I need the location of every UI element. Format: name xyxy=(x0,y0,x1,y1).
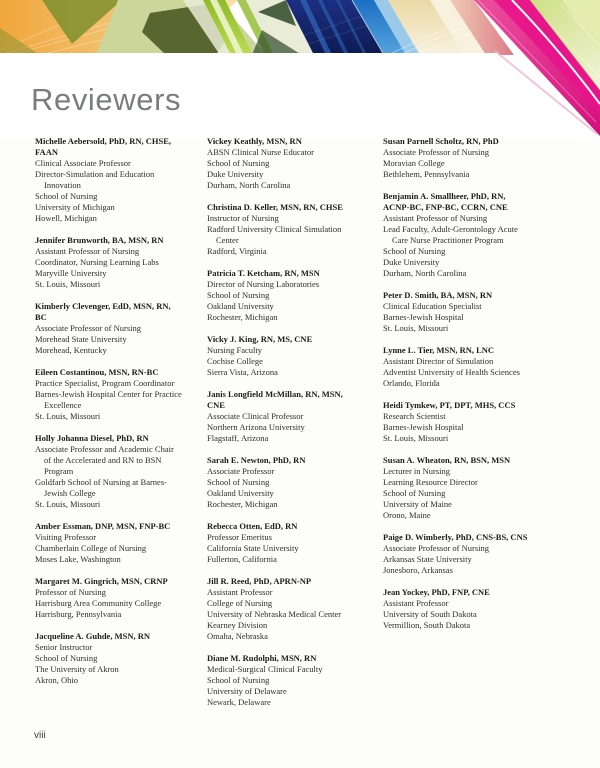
reviewer-entry xyxy=(35,136,203,224)
reviewer-detail-line: School of Nursing xyxy=(207,158,270,168)
reviewer-detail-line: Assistant Professor xyxy=(383,598,449,608)
page-title: Reviewers xyxy=(31,82,182,117)
reviewer-name-line: ACNP-BC, FNP-BC, CCRN, CNE xyxy=(383,202,508,212)
reviewer-detail-line: Clinical Education Specialist xyxy=(383,301,482,311)
reviewer-name-line: Janis Longfield McMillan, RN, MSN, xyxy=(207,389,343,399)
reviewer-detail-line: Kearney Division xyxy=(207,620,268,630)
reviewer-detail-line: Chamberlain College of Nursing xyxy=(35,543,147,553)
reviewer-detail-line: Practice Specialist, Program Coordinator xyxy=(35,378,175,388)
reviewer-detail-line: Barnes-Jewish Hospital xyxy=(383,422,464,432)
reviewer-name-line: Benjamin A. Smallheer, PhD, RN, xyxy=(383,191,506,201)
reviewer-detail-line: College of Nursing xyxy=(207,598,273,608)
reviewer-detail-line: Jonesboro, Arkansas xyxy=(383,565,453,575)
reviewer-name-line: Christina D. Keller, MSN, RN, CHSE xyxy=(207,202,343,212)
reviewer-detail-line: Flagstaff, Arizona xyxy=(207,433,269,443)
reviewer-detail-line: Coordinator, Nursing Learning Labs xyxy=(35,257,159,267)
reviewer-entry xyxy=(207,576,379,642)
reviewer-detail-line: Lecturer in Nursing xyxy=(383,466,451,476)
reviewer-detail-line: Moravian College xyxy=(383,158,445,168)
reviewer-entry xyxy=(207,334,379,378)
reviewer-detail-line: Radford University Clinical Simulation xyxy=(207,224,342,234)
reviewer-name-line: Holly Johanna Diesel, PhD, RN xyxy=(35,433,149,443)
reviewer-detail-line: Associate Professor of Nursing xyxy=(35,323,141,333)
reviewer-name-line: BC xyxy=(35,312,47,322)
reviewer-detail-line: Bethlehem, Pennsylvania xyxy=(383,169,470,179)
reviewer-detail-line: School of Nursing xyxy=(207,675,270,685)
reviewer-name-line: Jean Yockey, PhD, FNP, CNE xyxy=(383,587,490,597)
reviewer-name-line: Paige D. Wimberly, PhD, CNS-BS, CNS xyxy=(383,532,528,542)
reviewer-detail-line: Assistant Professor of Nursing xyxy=(35,246,140,256)
reviewer-detail-line: Center xyxy=(216,235,239,245)
reviewer-detail-line: Radford, Virginia xyxy=(207,246,267,256)
reviewer-name-line: Jacqueline A. Guhde, MSN, RN xyxy=(35,631,150,641)
reviewer-detail-line: School of Nursing xyxy=(35,653,98,663)
reviewer-detail-line: Associate Professor xyxy=(207,466,275,476)
reviewer-name-line: Amber Essman, DNP, MSN, FNP-BC xyxy=(35,521,171,531)
reviewer-entry xyxy=(35,631,203,686)
reviewer-detail-line: Rochester, Michigan xyxy=(207,312,278,322)
reviewer-detail-line: Associate Clinical Professor xyxy=(207,411,304,421)
reviewer-detail-line: Associate Professor of Nursing xyxy=(383,147,489,157)
reviewer-detail-line: Arkansas State University xyxy=(383,554,472,564)
reviewer-detail-line: Fullerton, California xyxy=(207,554,277,564)
reviewer-detail-line: California State University xyxy=(207,543,299,553)
reviewer-detail-line: of the Accelerated and RN to BSN xyxy=(44,455,162,465)
page-number: viii xyxy=(34,730,46,741)
reviewer-entry xyxy=(207,521,379,565)
reviewer-name-line: Patricia T. Ketcham, RN, MSN xyxy=(207,268,320,278)
reviewer-detail-line: Barnes-Jewish Hospital Center for Practice xyxy=(35,389,182,399)
reviewer-entry xyxy=(35,521,203,565)
reviewer-entry xyxy=(383,191,565,279)
reviewer-detail-line: Harrisburg, Pennsylvania xyxy=(35,609,122,619)
reviewer-detail-line: Durham, North Carolina xyxy=(207,180,291,190)
reviewer-name-line: Lynne L. Tier, MSN, RN, LNC xyxy=(383,345,495,355)
reviewer-detail-line: St. Louis, Missouri xyxy=(35,411,101,421)
reviewer-detail-line: Jewish College xyxy=(44,488,96,498)
reviewer-detail-line: Excellence xyxy=(44,400,82,410)
reviewer-detail-line: Omaha, Nebraska xyxy=(207,631,268,641)
reviewer-detail-line: University of Michigan xyxy=(35,202,115,212)
reviewer-entry xyxy=(35,367,203,422)
reviewer-entry xyxy=(383,455,565,521)
reviewer-entry xyxy=(383,400,565,444)
reviewer-name-line: Margaret M. Gingrich, MSN, CRNP xyxy=(35,576,168,586)
reviewer-detail-line: Care Nurse Practitioner Program xyxy=(392,235,504,245)
reviewer-detail-line: Maryville University xyxy=(35,268,107,278)
reviewer-detail-line: School of Nursing xyxy=(35,191,98,201)
reviewer-detail-line: University of Maine xyxy=(383,499,452,509)
reviewer-detail-line: Director of Nursing Laboratories xyxy=(207,279,320,289)
reviewer-detail-line: Learning Resource Director xyxy=(383,477,478,487)
reviewer-name-line: CNE xyxy=(207,400,225,410)
reviewer-entry xyxy=(35,235,203,290)
reviewer-detail-line: Akron, Ohio xyxy=(35,675,78,685)
reviewer-entry xyxy=(383,345,565,389)
reviewer-detail-line: Lead Faculty, Adult-Gerontology Acute xyxy=(383,224,518,234)
reviewer-detail-line: The University of Akron xyxy=(35,664,119,674)
reviewer-entry xyxy=(383,532,565,576)
reviewer-name-line: Jennifer Brunworth, BA, MSN, RN xyxy=(35,235,164,245)
reviewer-detail-line: Senior Instructor xyxy=(35,642,93,652)
reviewer-detail-line: Adventist University of Health Sciences xyxy=(383,367,520,377)
reviewer-entry xyxy=(207,389,379,444)
reviewer-entry xyxy=(383,290,565,334)
reviewer-detail-line: University of South Dakota xyxy=(383,609,477,619)
reviewer-detail-line: St. Louis, Missouri xyxy=(383,323,449,333)
reviewer-name-line: Michelle Aebersold, PhD, RN, CHSE, xyxy=(35,136,171,146)
reviewer-detail-line: Professor of Nursing xyxy=(35,587,106,597)
reviewer-detail-line: Duke University xyxy=(207,169,264,179)
reviewer-detail-line: Director-Simulation and Education xyxy=(35,169,155,179)
reviewer-detail-line: Moses Lake, Washington xyxy=(35,554,121,564)
reviewer-detail-line: Clinical Associate Professor xyxy=(35,158,131,168)
reviewer-detail-line: Assistant Professor xyxy=(207,587,273,597)
reviewer-entry xyxy=(207,202,379,257)
reviewer-detail-line: Rochester, Michigan xyxy=(207,499,278,509)
reviewer-detail-line: Research Scientist xyxy=(383,411,446,421)
reviewer-name-line: Susan Parnell Scholtz, RN, PhD xyxy=(383,136,499,146)
reviewer-name-line: Diane M. Rudolphi, MSN, RN xyxy=(207,653,317,663)
reviewer-detail-line: Cochise College xyxy=(207,356,263,366)
reviewer-detail-line: Durham, North Carolina xyxy=(383,268,467,278)
reviewer-entry xyxy=(383,587,565,631)
reviewer-entry xyxy=(207,268,379,323)
reviewer-detail-line: Innovation xyxy=(44,180,81,190)
reviewers-column-1 xyxy=(35,136,203,697)
reviewer-detail-line: Visiting Professor xyxy=(35,532,97,542)
reviewer-name-line: Sarah E. Newton, PhD, RN xyxy=(207,455,306,465)
reviewer-detail-line: ABSN Clinical Nurse Educator xyxy=(207,147,314,157)
reviewer-entry xyxy=(207,136,379,191)
reviewer-detail-line: Sierra Vista, Arizona xyxy=(207,367,278,377)
reviewer-detail-line: University of Delaware xyxy=(207,686,287,696)
reviewer-detail-line: University of Nebraska Medical Center xyxy=(207,609,342,619)
reviewer-detail-line: Oakland University xyxy=(207,301,274,311)
reviewer-detail-line: Nursing Faculty xyxy=(207,345,263,355)
reviewer-detail-line: Orlando, Florida xyxy=(383,378,440,388)
reviewer-name-line: Rebecca Otten, EdD, RN xyxy=(207,521,298,531)
reviewer-detail-line: St. Louis, Missouri xyxy=(383,433,449,443)
reviewer-name-line: Peter D. Smith, BA, MSN, RN xyxy=(383,290,493,300)
reviewer-entry xyxy=(383,136,565,180)
reviewer-detail-line: Duke University xyxy=(383,257,440,267)
reviewer-detail-line: Northern Arizona University xyxy=(207,422,305,432)
reviewer-detail-line: Orono, Maine xyxy=(383,510,431,520)
reviewer-name-line: Vicky J. King, RN, MS, CNE xyxy=(207,334,313,344)
reviewer-entry xyxy=(35,433,203,510)
reviewer-name-line: Susan A. Wheaton, RN, BSN, MSN xyxy=(383,455,511,465)
reviewer-entry xyxy=(35,576,203,620)
reviewer-detail-line: Newark, Delaware xyxy=(207,697,271,707)
reviewer-detail-line: Assistant Director of Simulation xyxy=(383,356,494,366)
reviewer-detail-line: Associate Professor and Academic Chair xyxy=(35,444,174,454)
reviewer-detail-line: Barnes-Jewish Hospital xyxy=(383,312,464,322)
reviewer-detail-line: School of Nursing xyxy=(383,246,446,256)
reviewer-detail-line: Associate Professor of Nursing xyxy=(383,543,489,553)
reviewer-detail-line: Howell, Michigan xyxy=(35,213,97,223)
banner-graphic xyxy=(0,0,600,140)
reviewer-detail-line: School of Nursing xyxy=(383,488,446,498)
reviewer-name-line: FAAN xyxy=(35,147,58,157)
reviewer-entry xyxy=(207,455,379,510)
reviewer-entry xyxy=(35,301,203,356)
reviewer-detail-line: Vermillion, South Dakota xyxy=(383,620,471,630)
reviewer-name-line: Vickey Keathly, MSN, RN xyxy=(207,136,302,146)
reviewer-detail-line: Goldfarb School of Nursing at Barnes- xyxy=(35,477,167,487)
reviewer-detail-line: Oakland University xyxy=(207,488,274,498)
reviewer-name-line: Eileen Costantinou, MSN, RN-BC xyxy=(35,367,159,377)
reviewer-detail-line: Assistant Professor of Nursing xyxy=(383,213,488,223)
reviewer-detail-line: Program xyxy=(44,466,74,476)
reviewers-column-2 xyxy=(207,136,379,719)
reviewer-detail-line: St. Louis, Missouri xyxy=(35,499,101,509)
reviewer-entry xyxy=(207,653,379,708)
reviewer-detail-line: St. Louis, Missouri xyxy=(35,279,101,289)
reviewer-detail-line: Instructor of Nursing xyxy=(207,213,279,223)
reviewer-detail-line: Harrisburg Area Community College xyxy=(35,598,162,608)
reviewer-detail-line: Professor Emeritus xyxy=(207,532,272,542)
reviewer-name-line: Jill R. Reed, PhD, APRN-NP xyxy=(207,576,312,586)
reviewer-name-line: Heidi Tymkew, PT, DPT, MHS, CCS xyxy=(383,400,516,410)
reviewer-detail-line: School of Nursing xyxy=(207,477,270,487)
reviewer-detail-line: Morehead, Kentucky xyxy=(35,345,107,355)
reviewer-detail-line: Morehead State University xyxy=(35,334,127,344)
reviewer-name-line: Kimberly Clevenger, EdD, MSN, RN, xyxy=(35,301,171,311)
reviewer-detail-line: Medical-Surgical Clinical Faculty xyxy=(207,664,323,674)
reviewers-column-3 xyxy=(383,136,565,642)
reviewer-detail-line: School of Nursing xyxy=(207,290,270,300)
